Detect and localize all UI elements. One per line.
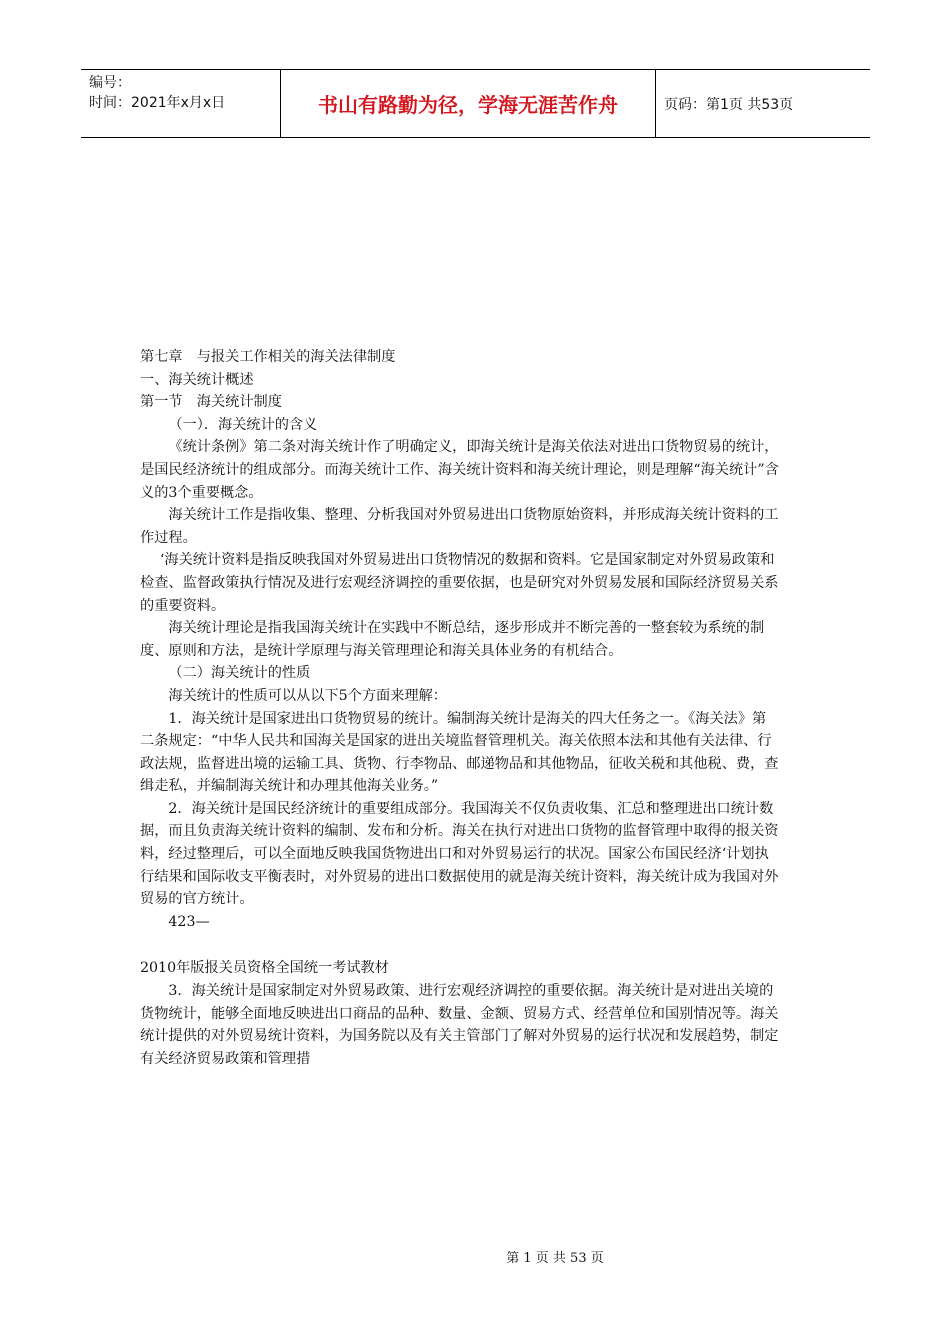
- paragraph: 海关统计理论是指我国海关统计在实践中不断总结，逐步形成并不断完善的一整套较为系统的制度、原则和方法，是统计学原理与海关管理理论和海关具体业务的有机结合。: [140, 620, 765, 659]
- document-number-label: 编号：: [89, 75, 131, 91]
- document-time-label: 时间：2021年x月x日: [89, 95, 226, 111]
- spacer: [140, 933, 780, 957]
- page-mark: 423—: [168, 913, 210, 930]
- paragraph: 海关统计的性质可以从以下5个方面来理解：: [168, 687, 447, 704]
- document-body: [140, 346, 780, 1070]
- section-title: 第一节 海关统计制度: [140, 394, 282, 411]
- paragraph: 2．海关统计是国民经济统计的重要组成部分。我国海关不仅负责收集、汇总和整理进出口统计数据，而且负责海关统计资料的编制、发布和分析。海关在执行对进出口货物的监督管理中取得的报关资料，经过整理后，可以全面地反映我国货物进出口和对外贸易运行的状况。国家公布国民经济‘计划执行结果和国际收支平衡表时，对外贸易的进出口数据使用的就是海关统计资料，海关统计成为我国对外贸易的官方统计。: [140, 800, 779, 908]
- header-table: [81, 69, 870, 138]
- book-title: 2010年版报关员资格全国统一考试教材: [140, 960, 389, 977]
- paragraph: 《统计条例》第二条对海关统计作了明确定义，即海关统计是海关依法对进出口货物贸易的统计，是国民经济统计的组成部分。而海关统计工作、海关统计资料和海关统计理论，则是理解“海关统计”含义的3个重要概念。: [140, 439, 779, 501]
- header-meta-cell: [81, 70, 281, 137]
- subsection-heading: （一）．海关统计的含义: [168, 416, 318, 433]
- section-heading: 一、海关统计概述: [140, 371, 254, 388]
- paragraph: ‘海关统计资料是指反映我国对外贸易进出口货物情况的数据和资料。它是国家制定对外贸易政策和检查、监督政策执行情况及进行宏观经济调控的重要依据，也是研究对外贸易发展和国际经济贸易关系的重要资料。: [140, 552, 779, 614]
- paragraph: 海关统计工作是指收集、整理、分析我国对外贸易进出口货物原始资料，并形成海关统计资料的工作过程。: [140, 507, 779, 546]
- subsection-heading: （二）海关统计的性质: [168, 665, 311, 682]
- chapter-title: 第七章 与报关工作相关的海关法律制度: [140, 349, 396, 365]
- paragraph: 1．海关统计是国家进出口货物贸易的统计。编制海关统计是海关的四大任务之一。《海关法》第二条规定：“中华人民共和国海关是国家的进出关境监督管理机关。海关依照本法和其他有关法律、行政法规，监督进出境的运输工具、货物、行李物品、邮递物品和其他物品，征收关税和其他税、费，查缉走私，并编制海关统计和办理其他海关业务。”: [140, 710, 779, 795]
- paragraph: 3．海关统计是国家制定对外贸易政策、进行宏观经济调控的重要依据。海关统计是对进出关境的货物统计，能够全面地反映进出口商品的品种、数量、金额、贸易方式、经营单位和国别情况等。海关统计提供的对外贸易统计资料，为国务院以及有关主管部门了解对外贸易的运行状况和发展趋势，制定有关经济贸易政策和管理措: [140, 983, 779, 1067]
- header-page-info: 页码：第1页 共53页: [664, 96, 794, 113]
- header-motto: 书山有路勤为径，学海无涯苦作舟: [281, 70, 656, 137]
- page-footer: 第 1 页 共 53 页: [506, 1251, 604, 1266]
